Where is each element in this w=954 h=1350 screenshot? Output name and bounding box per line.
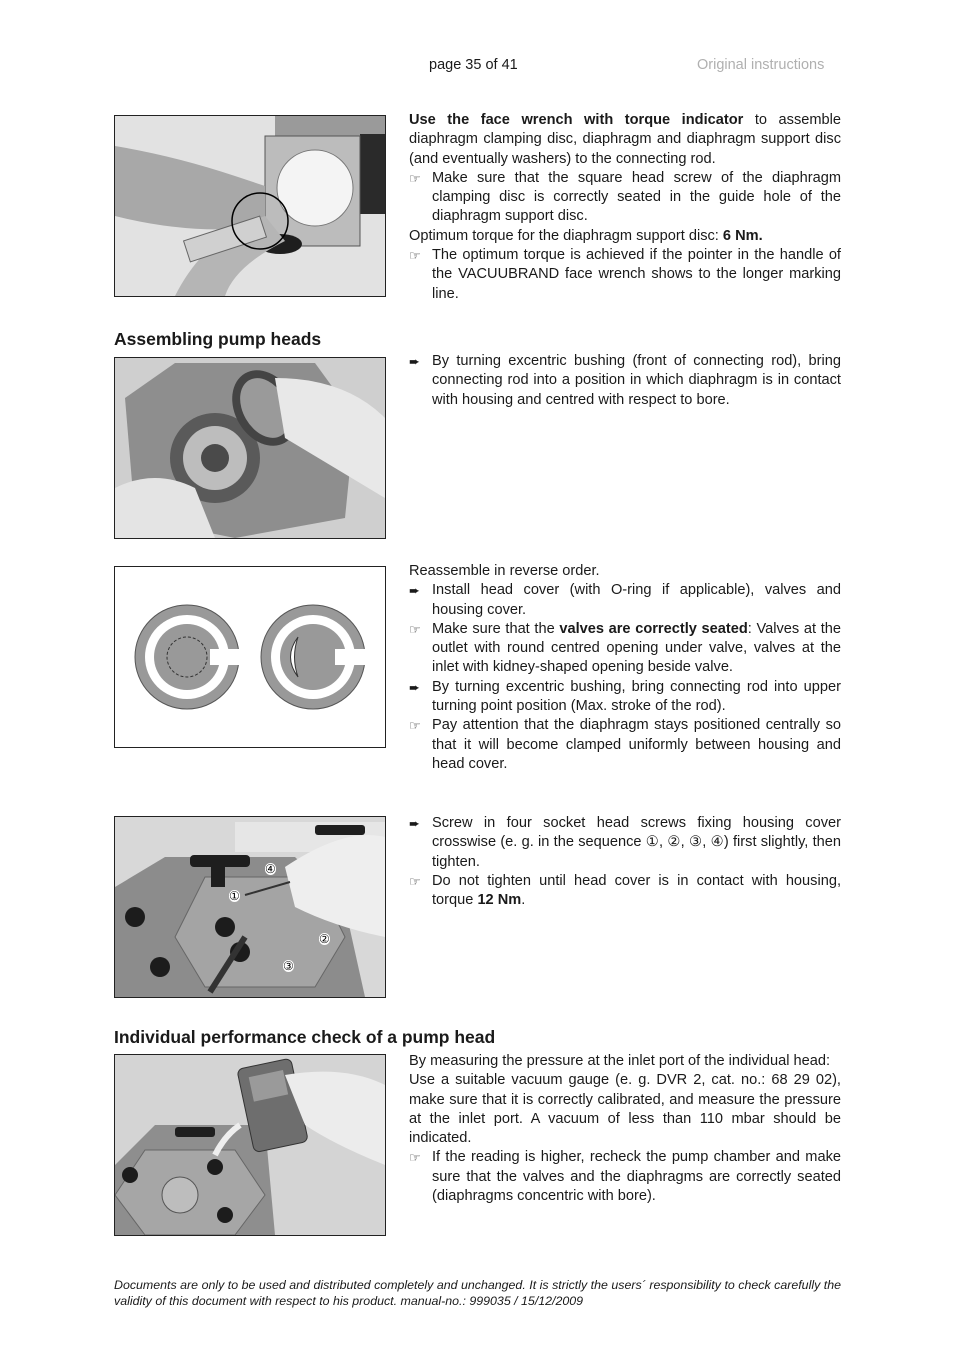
pointing-hand-icon: ☞ [409, 873, 421, 889]
note-torque-12nm: ☞ Do not tighten until head cover is in contact with housing, torque 12 Nm. [409, 872, 841, 909]
page-number: page 35 of 41 [429, 57, 518, 73]
section-heading-assembling: Assembling pump heads [114, 329, 322, 349]
screw-marker-3: ③ [283, 959, 294, 973]
photo-excentric-bushing [114, 357, 386, 539]
step-screw-crosswise: ➨ Screw in four socket head screws fixing housing cover crosswise (e. g. in the sequence ①, ②, ③, ④) first slightly, then tighten. [409, 815, 841, 870]
arrow-icon: ➨ [409, 679, 420, 695]
note-diaphragm-central: ☞ Pay attention that the diaphragm stays positioned centrally so that it will become clamped uniformly between housing and head cover. [409, 717, 841, 772]
diagram-valve-openings [114, 566, 386, 748]
face-wrench-intro: to assemble diaphragm clamping disc, diaphragm and diaphragm support disc (and eventually washers) to the connecting rod. [409, 112, 841, 167]
step-upper-turning-point: ➨ By turning excentric bushing, bring connecting rod into upper turning point position (Max. stroke of the rod). [409, 678, 841, 715]
pointing-hand-icon: ☞ [409, 248, 421, 264]
block-performance-check-text [409, 1052, 841, 1206]
step-install-head-cover: ➨ Install head cover (with O-ring if applicable), valves and housing cover. [409, 582, 841, 618]
note-square-head-screw: ☞ Make sure that the square head screw of the diaphragm clamping disc is correctly seated in the guide hole of the diaphragm support disc. [409, 169, 841, 225]
photo-housing-screws [114, 816, 386, 998]
note-recheck-chamber: ☞ If the reading is higher, recheck the pump chamber and make sure that the valves and the diaphragms are correctly seated (diaphragms concentric with bore). [409, 1149, 841, 1205]
photo-face-wrench [114, 115, 386, 297]
pointing-hand-icon: ☞ [409, 1150, 421, 1166]
footer-disclaimer: Documents are only to be used and distributed completely and unchanged. It is strictly the users´ responsibility to check carefully the validity of this document with respect to his product. manual-no.: 999035 / 15/12/2009 [114, 1278, 841, 1308]
arrow-icon: ➨ [409, 816, 420, 831]
document-type-label: Original instructions [697, 57, 825, 73]
block-housing-screws-text [409, 814, 841, 910]
torque-label: Optimum torque for the diaphragm support disc: [409, 227, 723, 244]
screw-marker-2: ② [319, 932, 330, 946]
pointing-hand-icon: ☞ [409, 621, 421, 637]
pointing-hand-icon: ☞ [409, 718, 421, 734]
screw-marker-4: ④ [265, 862, 276, 876]
torque-value: 6 Nm. [722, 227, 763, 244]
section-heading-performance-check: Individual performance check of a pump head [114, 1027, 496, 1047]
screw-marker-1: ① [229, 889, 240, 903]
note-optimum-torque: ☞ The optimum torque is achieved if the pointer in the handle of the VACUUBRAND face wrench shows to the longer marking line. [409, 247, 841, 302]
note-valves-seated: ☞ Make sure that the valves are correctly seated: Valves at the outlet with round centred opening under valve, valves at the inlet with kidney-shaped opening beside valve. [409, 620, 841, 676]
arrow-icon: ➨ [409, 354, 420, 369]
photo-vacuum-gauge [114, 1054, 386, 1236]
reassemble-intro: Reassemble in reverse order. [409, 563, 600, 579]
measure-intro: By measuring the pressure at the inlet port of the individual head: [409, 1053, 831, 1069]
step-turn-excentric-bushing: ➨ By turning excentric bushing (front of connecting rod), bring connecting rod into a position in which diaphragm is in contact with housing and centred with respect to bore. [409, 353, 841, 408]
block-reassemble-text [409, 562, 841, 774]
face-wrench-intro-bold: Use the face wrench with torque indicator [409, 112, 744, 128]
arrow-icon: ➨ [409, 583, 420, 599]
block-excentric-bushing-text [409, 352, 841, 410]
vacuum-gauge-instructions: Use a suitable vacuum gauge (e. g. DVR 2, cat. no.: 68 29 02), make sure that it is correctly calibrated, and measure the pressure at the inlet port. A vacuum of less than 110 mbar should be indicated. [409, 1072, 841, 1147]
block-face-wrench-text [409, 111, 841, 304]
pointing-hand-icon: ☞ [409, 170, 421, 186]
